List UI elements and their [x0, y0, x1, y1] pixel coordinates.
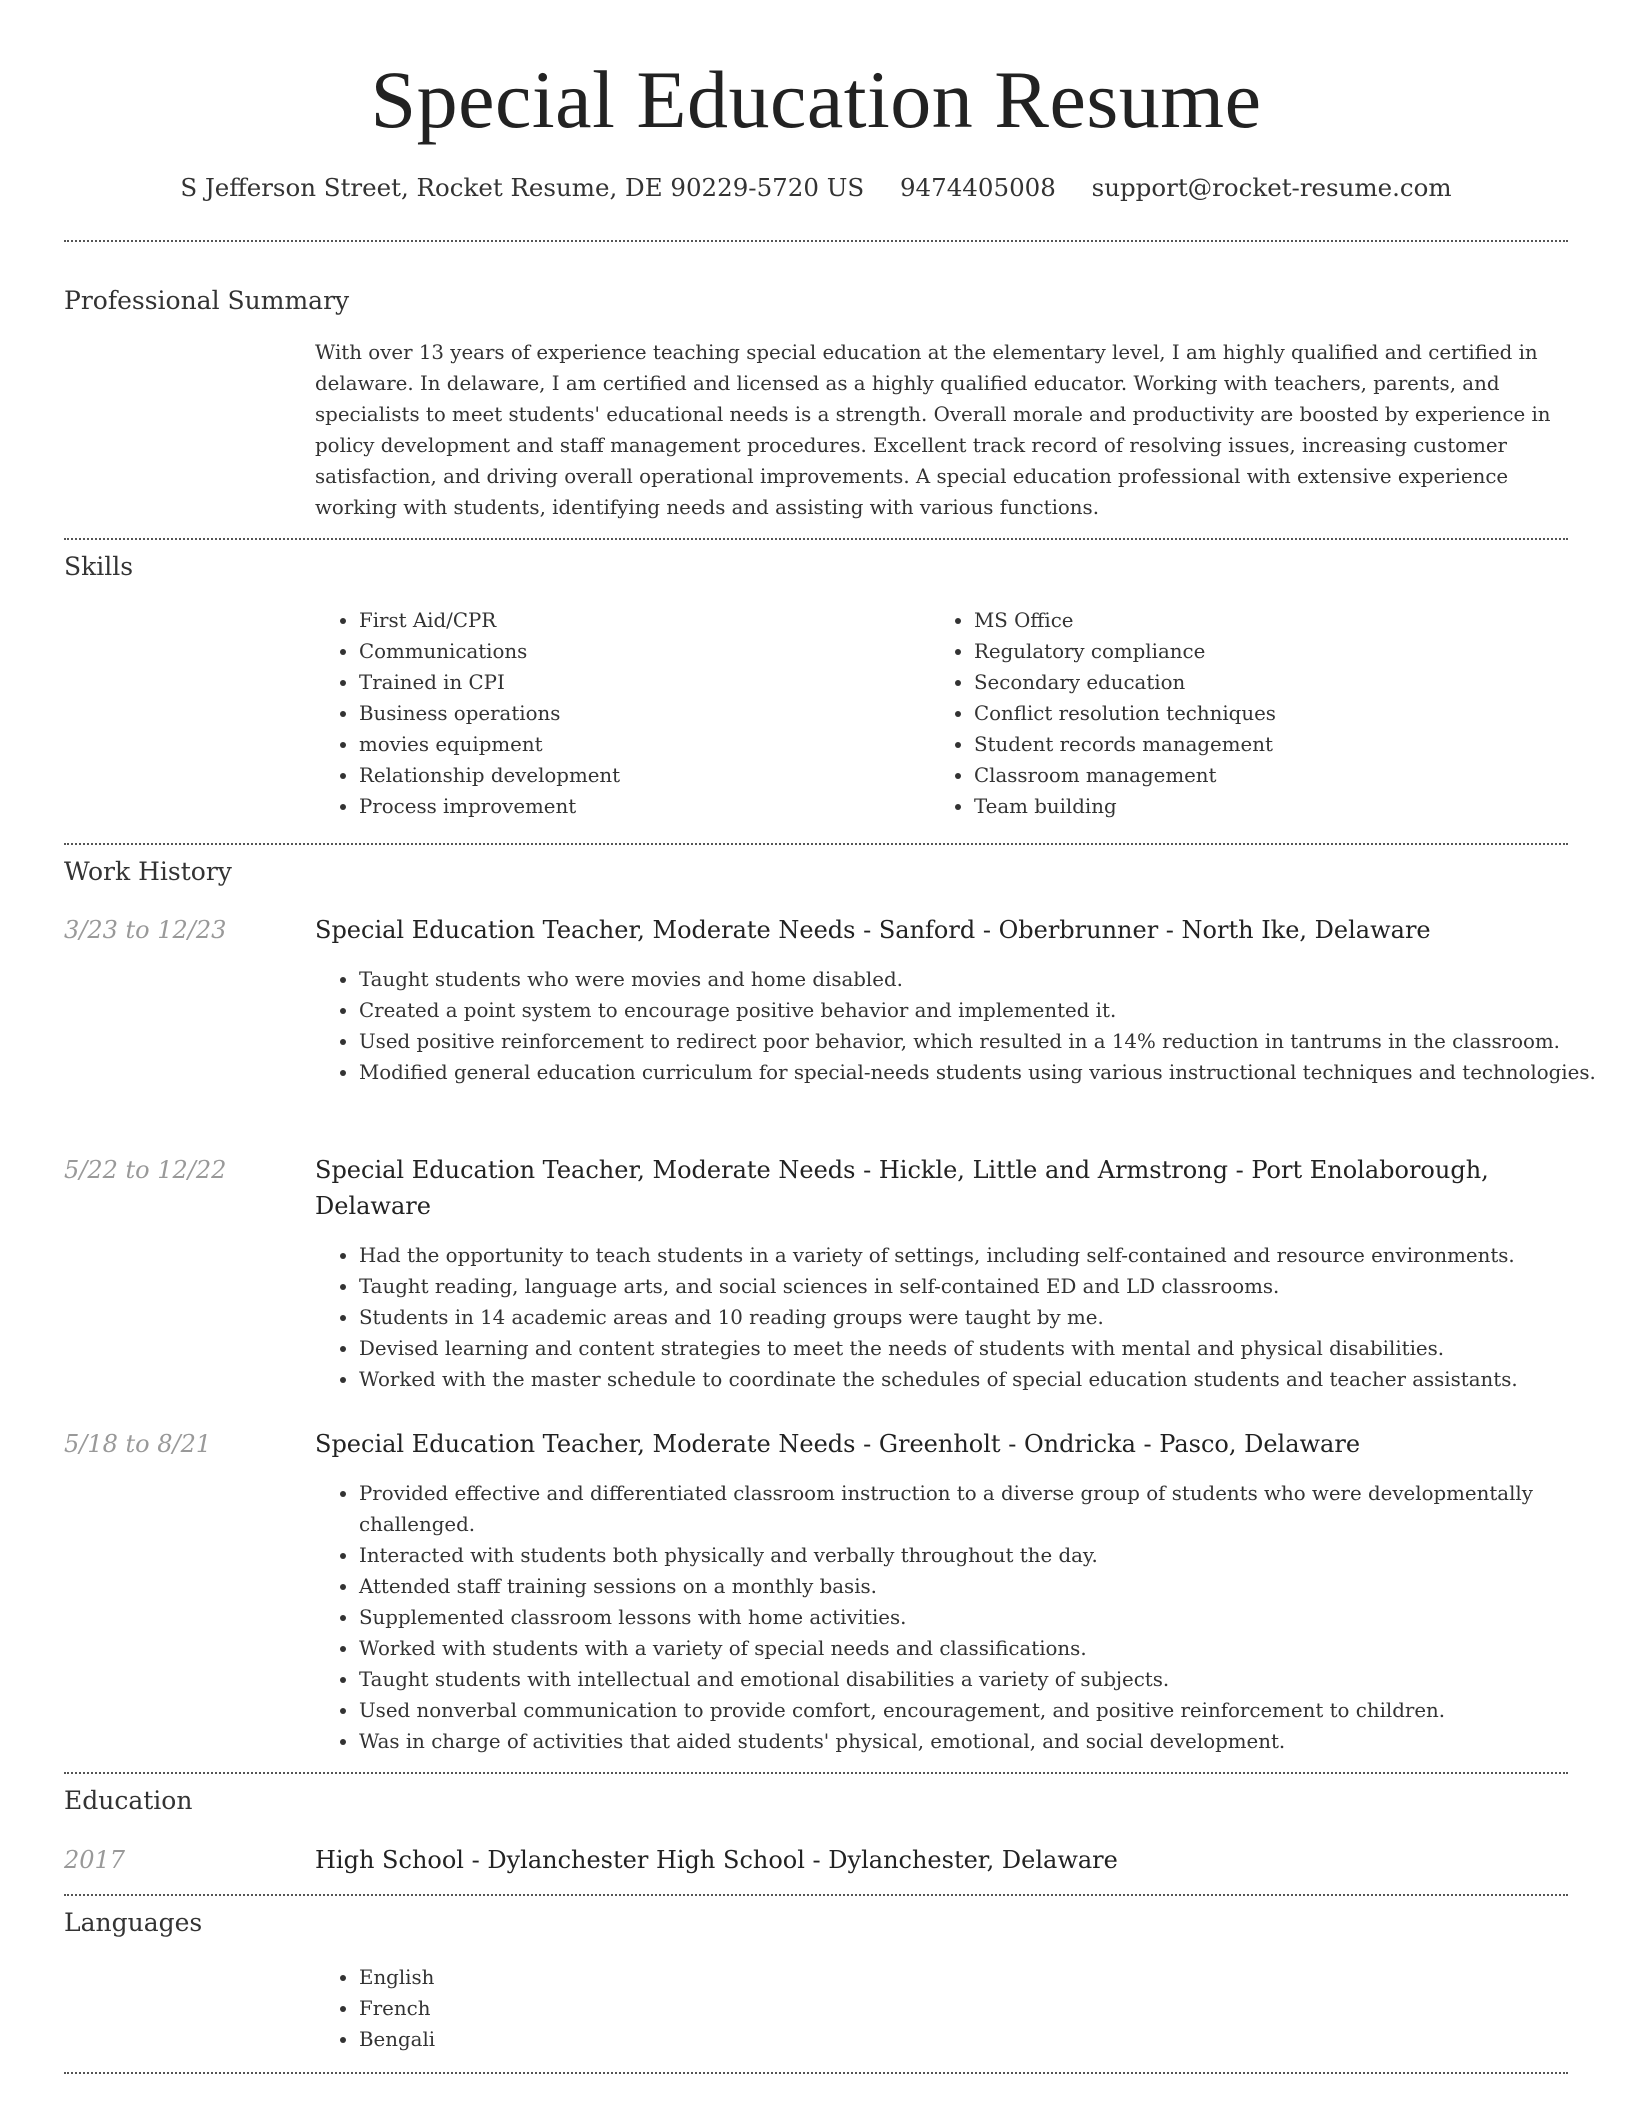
list-item: • MS Office	[974, 605, 1574, 636]
list-item: • Business operations	[359, 698, 919, 729]
languages-list	[315, 1962, 959, 2055]
job-title: Special Education Teacher, Moderate Needs - Greenholt - Ondricka - Pasco, Delaware	[315, 1430, 1361, 1458]
job-dates: 5/22 to 12/22	[64, 1156, 227, 1184]
list-item: • Students in 14 academic areas and 10 reading groups were taught by me.	[359, 1302, 1609, 1333]
list-item: • First Aid/CPR	[359, 605, 919, 636]
list-item: • English	[359, 1962, 959, 1993]
contact-address: S Jefferson Street, Rocket Resume, DE 90229-5720 US	[180, 173, 865, 202]
list-item: • Used positive reinforcement to redirect poor behavior, which resulted in a 14% reduction in tantrums in the classroom.	[359, 1026, 1609, 1057]
list-item: • French	[359, 1993, 959, 2024]
divider	[64, 2072, 1568, 2074]
job-title: Special Education Teacher, Moderate Needs - Sanford - Oberbrunner - North Ike, Delaware	[315, 916, 1431, 944]
section-heading-languages: Languages	[64, 1908, 203, 1937]
divider	[64, 1894, 1568, 1896]
section-heading-summary: Professional Summary	[64, 286, 350, 315]
list-item: • Devised learning and content strategies to meet the needs of students with mental and physical disabilities.	[359, 1333, 1609, 1364]
list-item: • Student records management	[974, 729, 1574, 760]
list-item: • Taught students who were movies and home disabled.	[359, 964, 1609, 995]
contact-line	[0, 168, 1632, 208]
list-item: • Communications	[359, 636, 919, 667]
job-dates: 3/23 to 12/23	[64, 916, 227, 944]
list-item: • Taught students with intellectual and emotional disabilities a variety of subjects.	[359, 1664, 1609, 1695]
list-item: • Regulatory compliance	[974, 636, 1574, 667]
divider	[64, 1772, 1568, 1774]
list-item: • Bengali	[359, 2024, 959, 2055]
divider	[64, 843, 1568, 845]
job-bullets	[315, 1478, 1609, 1757]
contact-email: support@rocket-resume.com	[1091, 173, 1452, 202]
summary-text: With over 13 years of experience teaching special education at the elementary level, I am highly qualified and certified in delaware. In delaware, I am certified and licensed as a highly qualified educator. Working with teachers, parents, and specialists to meet students' educational needs is a strength. Overall morale and productivity are boosted by experience in policy development and staff management procedures. Excellent track record of resolving issues, increasing customer satisfaction, and driving overall operational improvements. A special education professional with extensive experience working with students, identifying needs and assisting with various functions.	[315, 341, 1551, 519]
list-item: • Created a point system to encourage positive behavior and implemented it.	[359, 995, 1609, 1026]
section-heading-skills: Skills	[64, 552, 134, 581]
list-item: • Classroom management	[974, 760, 1574, 791]
list-item: • Process improvement	[359, 791, 919, 822]
job-bullets	[315, 1240, 1609, 1395]
job-dates: 5/18 to 8/21	[64, 1430, 212, 1458]
list-item: • Attended staff training sessions on a monthly basis.	[359, 1571, 1609, 1602]
list-item: • Taught reading, language arts, and social sciences in self-contained ED and LD classrooms.	[359, 1271, 1609, 1302]
list-item: • Provided effective and differentiated classroom instruction to a diverse group of students who were developmentally challenged.	[359, 1478, 1609, 1540]
education-entry: High School - Dylanchester High School - Dylanchester, Delaware	[315, 1846, 1118, 1874]
list-item: • Worked with students with a variety of special needs and classifications.	[359, 1633, 1609, 1664]
list-item: • Relationship development	[359, 760, 919, 791]
divider	[64, 240, 1568, 242]
list-item: • Team building	[974, 791, 1574, 822]
list-item: • Interacted with students both physically and verbally throughout the day.	[359, 1540, 1609, 1571]
skills-list-right	[930, 605, 1574, 822]
list-item: • Modified general education curriculum for special-needs students using various instructional techniques and technologies.	[359, 1057, 1609, 1088]
job-bullets	[315, 964, 1609, 1088]
resume-title: Special Education Resume	[370, 54, 1262, 145]
list-item: • movies equipment	[359, 729, 919, 760]
list-item: • Used nonverbal communication to provide comfort, encouragement, and positive reinforcement to children.	[359, 1695, 1609, 1726]
list-item: • Worked with the master schedule to coordinate the schedules of special education students and teacher assistants.	[359, 1364, 1609, 1395]
contact-phone: 9474405008	[899, 173, 1056, 202]
list-item: • Was in charge of activities that aided students' physical, emotional, and social development.	[359, 1726, 1609, 1757]
list-item: • Conflict resolution techniques	[974, 698, 1574, 729]
section-heading-education: Education	[64, 1786, 193, 1815]
education-year: 2017	[64, 1846, 126, 1874]
skills-list-left	[315, 605, 919, 822]
job-title: Special Education Teacher, Moderate Needs - Hickle, Little and Armstrong - Port Enolaborough, Delaware	[315, 1156, 1489, 1220]
list-item: • Supplemented classroom lessons with home activities.	[359, 1602, 1609, 1633]
list-item: • Had the opportunity to teach students in a variety of settings, including self-contained and resource environments.	[359, 1240, 1609, 1271]
list-item: • Secondary education	[974, 667, 1574, 698]
list-item: • Trained in CPI	[359, 667, 919, 698]
section-heading-work: Work History	[64, 857, 232, 886]
divider	[64, 538, 1568, 540]
